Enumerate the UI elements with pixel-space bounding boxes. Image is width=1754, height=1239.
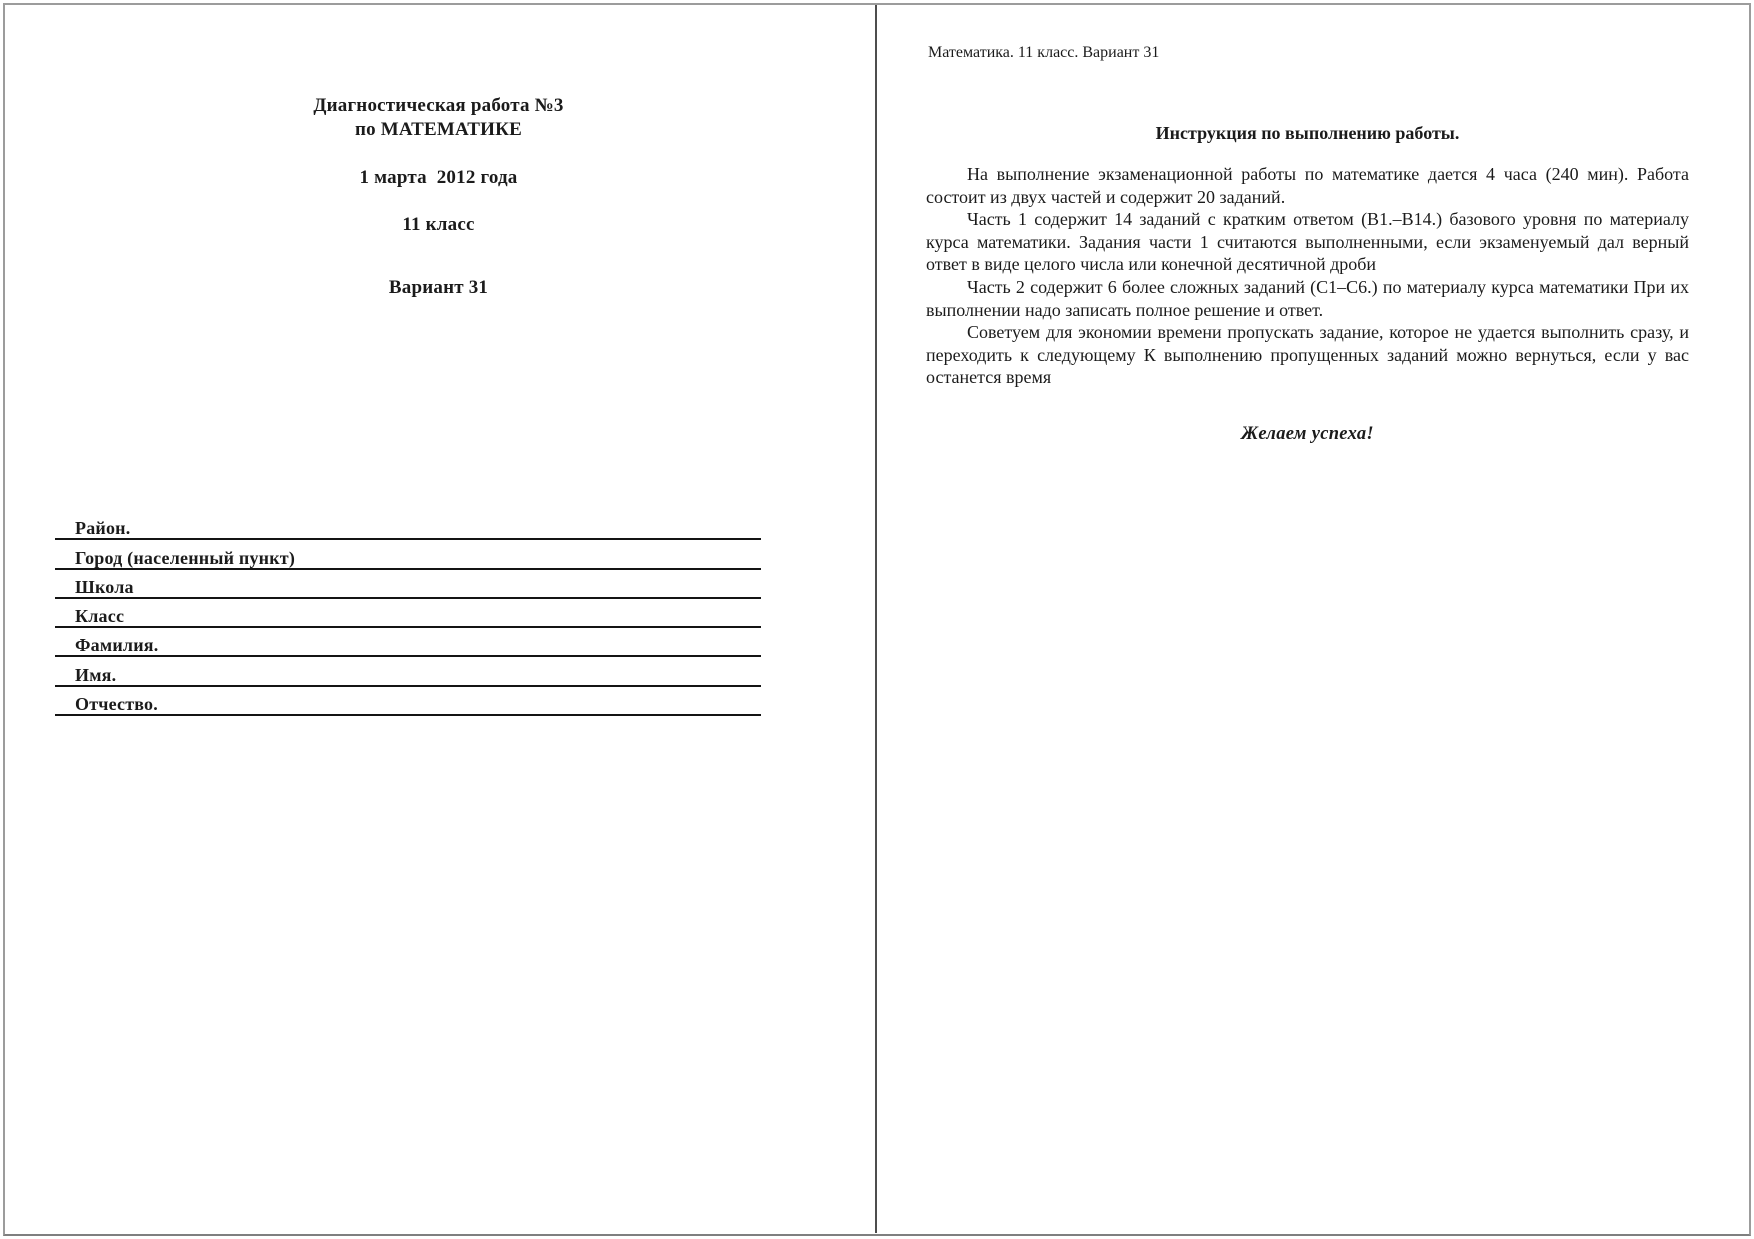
- form-field-label: Класс: [75, 606, 125, 627]
- form-field-class: [55, 599, 761, 628]
- form-field-label: Отчество.: [75, 694, 158, 715]
- student-info-form: [55, 511, 761, 716]
- instruction-paragraph-2: Часть 1 содержит 14 заданий с кратким ответом (В1.–В14.) базового уровня по материалу курса математики. Задания части 1 считаются выполненными, если экзаменуемый дал верный ответ в виде целого числа или конечной десятичной дроби: [926, 209, 1689, 275]
- form-field-label: Город (населенный пункт): [75, 547, 296, 568]
- form-field-firstname: [55, 657, 761, 686]
- form-field-district: [55, 511, 761, 540]
- form-field-school: [55, 570, 761, 599]
- form-field-label: Фамилия.: [75, 635, 159, 656]
- form-field-surname: [55, 628, 761, 657]
- form-field-patronymic: [55, 687, 761, 716]
- work-date: 1 марта 2012 года: [359, 167, 518, 188]
- running-header: Математика. 11 класс. Вариант 31: [928, 44, 1160, 61]
- form-field-label: Имя.: [75, 664, 117, 685]
- instruction-heading: Инструкция по выполнению работы.: [1155, 123, 1460, 143]
- closing-wish: Желаем успеха!: [1241, 424, 1374, 444]
- instruction-paragraph-1: На выполнение экзаменационной работы по математике дается 4 часа (240 мин). Работа состоит из двух частей и содержит 20 заданий.: [926, 164, 1689, 207]
- instruction-paragraph-3: Часть 2 содержит 6 более сложных заданий (С1–С6.) по материалу курса математики При их выполнении надо записать полное решение и ответ.: [926, 276, 1689, 320]
- form-field-label: Школа: [75, 576, 134, 597]
- work-variant: Вариант 31: [388, 277, 489, 298]
- instruction-text: [926, 163, 1689, 389]
- instruction-page: [877, 0, 1754, 1239]
- form-field-label: Район.: [75, 518, 131, 539]
- work-title-line2: по МАТЕМАТИКЕ: [354, 119, 522, 140]
- instruction-paragraph-4: Советуем для экономии времени пропускать задание, которое не удается выполнить сразу, и переходить к следующему К выполнению пропущенных заданий можно вернуться, если у вас останется время: [926, 322, 1689, 388]
- form-field-city: [55, 540, 761, 569]
- work-title-line1: Диагностическая работа №3: [313, 95, 564, 116]
- work-grade: 11 класс: [402, 214, 475, 235]
